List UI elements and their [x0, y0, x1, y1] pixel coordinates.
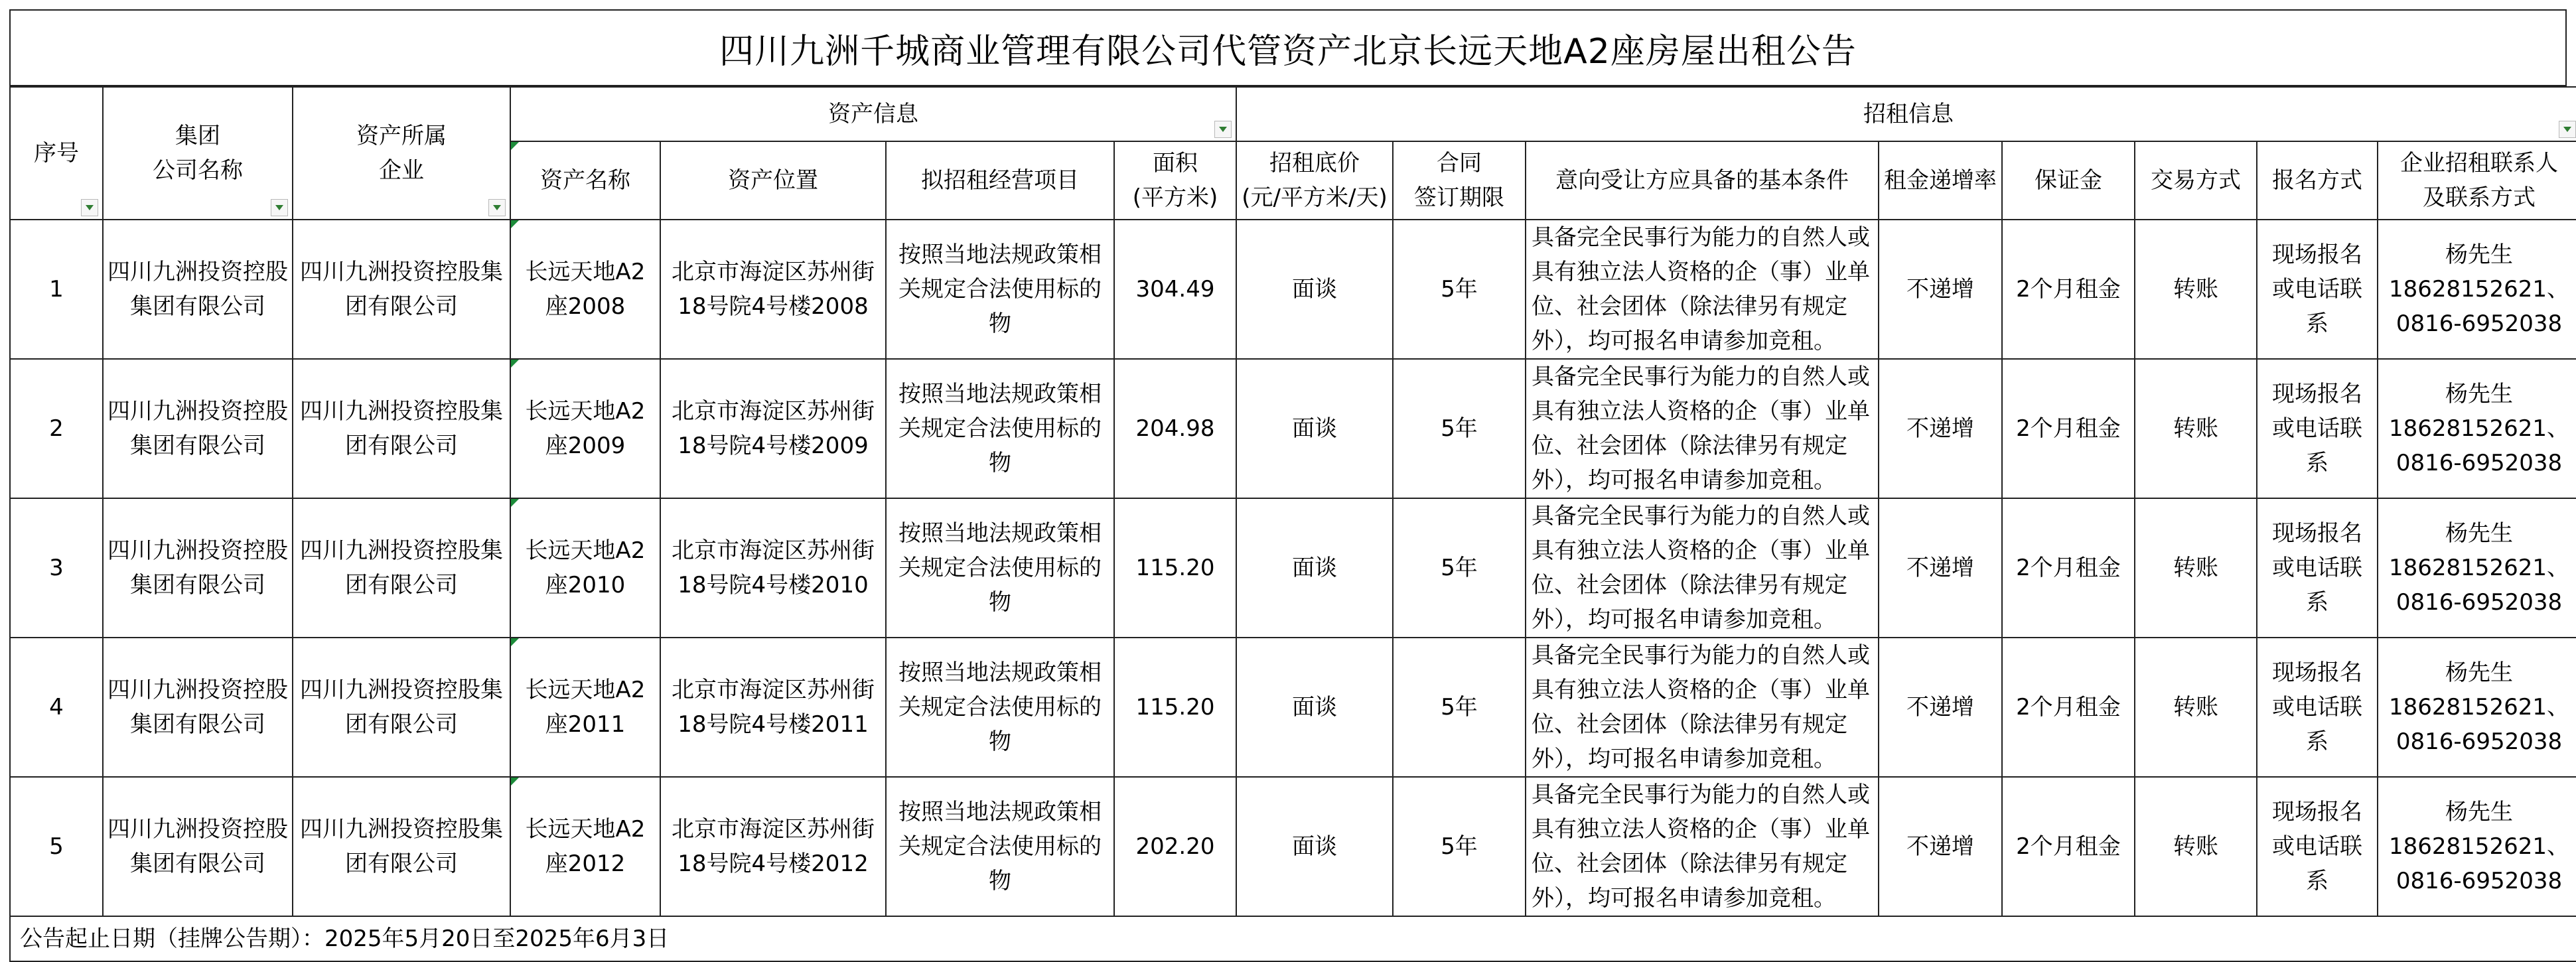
- table-row: [10, 498, 2576, 638]
- cell-conditions[interactable]: 具备完全民事行为能力的自然人或具有独立法人资格的企（事）业单位、社会团体（除法律另有规定外），均可报名申请参加竞租。: [1526, 220, 1879, 359]
- cell-payment[interactable]: 转账: [2135, 359, 2257, 498]
- cell-business[interactable]: 按照当地法规政策相关规定合法使用标的物: [886, 498, 1114, 638]
- cell-conditions[interactable]: 具备完全民事行为能力的自然人或具有独立法人资格的企（事）业单位、社会团体（除法律另有规定外），均可报名申请参加竞租。: [1526, 777, 1879, 916]
- cell-group[interactable]: 四川九洲投资控股集团有限公司: [103, 777, 293, 916]
- cell-deposit[interactable]: 2个月租金: [2002, 638, 2135, 777]
- header-increase[interactable]: 租金递增率: [1879, 141, 2002, 220]
- cell-owner[interactable]: 四川九洲投资控股集团有限公司: [293, 359, 510, 498]
- cell-area[interactable]: 202.20: [1114, 777, 1236, 916]
- filter-dropdown-icon[interactable]: [1214, 121, 1232, 138]
- cell-price[interactable]: 面谈: [1236, 498, 1393, 638]
- cell-owner[interactable]: 四川九洲投资控股集团有限公司: [293, 498, 510, 638]
- cell-area[interactable]: 304.49: [1114, 220, 1236, 359]
- header-conditions[interactable]: 意向受让方应具备的基本条件: [1526, 141, 1879, 220]
- cell-term[interactable]: 5年: [1393, 498, 1526, 638]
- cell-location[interactable]: 北京市海淀区苏州街18号院4号楼2008: [660, 220, 886, 359]
- cell-price[interactable]: 面谈: [1236, 777, 1393, 916]
- cell-area[interactable]: 115.20: [1114, 638, 1236, 777]
- cell-owner[interactable]: 四川九洲投资控股集团有限公司: [293, 777, 510, 916]
- header-term[interactable]: 合同 签订期限: [1393, 141, 1526, 220]
- cell-group[interactable]: 四川九洲投资控股集团有限公司: [103, 220, 293, 359]
- header-deposit[interactable]: 保证金: [2002, 141, 2135, 220]
- cell-deposit[interactable]: 2个月租金: [2002, 359, 2135, 498]
- filter-dropdown-icon[interactable]: [81, 199, 98, 216]
- cell-location[interactable]: 北京市海淀区苏州街18号院4号楼2010: [660, 498, 886, 638]
- header-payment[interactable]: 交易方式: [2135, 141, 2257, 220]
- cell-term[interactable]: 5年: [1393, 220, 1526, 359]
- cell-payment[interactable]: 转账: [2135, 498, 2257, 638]
- cell-contact[interactable]: 杨先生 18628152621、 0816-6952038: [2378, 220, 2576, 359]
- header-asset-name[interactable]: 资产名称: [510, 141, 660, 220]
- cell-seq[interactable]: 4: [10, 638, 103, 777]
- cell-deposit[interactable]: 2个月租金: [2002, 220, 2135, 359]
- header-price[interactable]: 招租底价 (元/平方米/天): [1236, 141, 1393, 220]
- cell-location[interactable]: 北京市海淀区苏州街18号院4号楼2009: [660, 359, 886, 498]
- cell-contact[interactable]: 杨先生 18628152621、 0816-6952038: [2378, 498, 2576, 638]
- cell-area[interactable]: 204.98: [1114, 359, 1236, 498]
- header-tender-info[interactable]: 招租信息: [1236, 87, 2576, 141]
- cell-group[interactable]: 四川九洲投资控股集团有限公司: [103, 638, 293, 777]
- cell-group[interactable]: 四川九洲投资控股集团有限公司: [103, 498, 293, 638]
- cell-location[interactable]: 北京市海淀区苏州街18号院4号楼2011: [660, 638, 886, 777]
- cell-increase[interactable]: 不递增: [1879, 777, 2002, 916]
- cell-area[interactable]: 115.20: [1114, 498, 1236, 638]
- cell-increase[interactable]: 不递增: [1879, 220, 2002, 359]
- cell-price[interactable]: 面谈: [1236, 220, 1393, 359]
- cell-seq[interactable]: 5: [10, 777, 103, 916]
- cell-price[interactable]: 面谈: [1236, 638, 1393, 777]
- header-asset-location[interactable]: 资产位置: [660, 141, 886, 220]
- cell-signup[interactable]: 现场报名或电话联系: [2257, 777, 2378, 916]
- cell-conditions[interactable]: 具备完全民事行为能力的自然人或具有独立法人资格的企（事）业单位、社会团体（除法律另有规定外），均可报名申请参加竞租。: [1526, 638, 1879, 777]
- cell-deposit[interactable]: 2个月租金: [2002, 498, 2135, 638]
- cell-conditions[interactable]: 具备完全民事行为能力的自然人或具有独立法人资格的企（事）业单位、社会团体（除法律另有规定外），均可报名申请参加竞租。: [1526, 498, 1879, 638]
- cell-increase[interactable]: 不递增: [1879, 498, 2002, 638]
- cell-signup[interactable]: 现场报名或电话联系: [2257, 498, 2378, 638]
- header-contact[interactable]: 企业招租联系人 及联系方式: [2378, 141, 2576, 220]
- spreadsheet: [9, 9, 2569, 952]
- cell-payment[interactable]: 转账: [2135, 777, 2257, 916]
- cell-asset-name[interactable]: 长远天地A2座2012: [510, 777, 660, 916]
- cell-group[interactable]: 四川九洲投资控股集团有限公司: [103, 359, 293, 498]
- header-owner[interactable]: 资产所属 企业: [293, 87, 510, 220]
- cell-contact[interactable]: 杨先生 18628152621、 0816-6952038: [2378, 777, 2576, 916]
- rental-table: [9, 86, 2576, 962]
- cell-business[interactable]: 按照当地法规政策相关规定合法使用标的物: [886, 638, 1114, 777]
- cell-conditions[interactable]: 具备完全民事行为能力的自然人或具有独立法人资格的企（事）业单位、社会团体（除法律另有规定外），均可报名申请参加竞租。: [1526, 359, 1879, 498]
- cell-increase[interactable]: 不递增: [1879, 359, 2002, 498]
- cell-signup[interactable]: 现场报名或电话联系: [2257, 220, 2378, 359]
- cell-term[interactable]: 5年: [1393, 638, 1526, 777]
- table-row: [10, 220, 2576, 359]
- cell-business[interactable]: 按照当地法规政策相关规定合法使用标的物: [886, 777, 1114, 916]
- filter-dropdown-icon[interactable]: [488, 199, 506, 216]
- table-row: [10, 359, 2576, 498]
- cell-owner[interactable]: 四川九洲投资控股集团有限公司: [293, 638, 510, 777]
- cell-asset-name[interactable]: 长远天地A2座2011: [510, 638, 660, 777]
- table-row: [10, 777, 2576, 916]
- cell-deposit[interactable]: 2个月租金: [2002, 777, 2135, 916]
- filter-dropdown-icon[interactable]: [271, 199, 288, 216]
- header-area[interactable]: 面积 (平方米): [1114, 141, 1236, 220]
- header-asset-info[interactable]: 资产信息: [510, 87, 1236, 141]
- cell-asset-name[interactable]: 长远天地A2座2010: [510, 498, 660, 638]
- announcement-period[interactable]: 公告起止日期（挂牌公告期）：2025年5月20日至2025年6月3日: [10, 916, 2576, 961]
- header-signup[interactable]: 报名方式: [2257, 141, 2378, 220]
- page-title: 四川九洲千城商业管理有限公司代管资产北京长远天地A2座房屋出租公告: [9, 9, 2567, 86]
- cell-increase[interactable]: 不递增: [1879, 638, 2002, 777]
- cell-asset-name[interactable]: 长远天地A2座2008: [510, 220, 660, 359]
- cell-payment[interactable]: 转账: [2135, 638, 2257, 777]
- cell-business[interactable]: 按照当地法规政策相关规定合法使用标的物: [886, 359, 1114, 498]
- cell-payment[interactable]: 转账: [2135, 220, 2257, 359]
- table-row: [10, 638, 2576, 777]
- header-seq[interactable]: 序号: [10, 87, 103, 220]
- cell-contact[interactable]: 杨先生 18628152621、 0816-6952038: [2378, 638, 2576, 777]
- filter-dropdown-icon[interactable]: [2559, 121, 2576, 138]
- header-business[interactable]: 拟招租经营项目: [886, 141, 1114, 220]
- cell-business[interactable]: 按照当地法规政策相关规定合法使用标的物: [886, 220, 1114, 359]
- cell-signup[interactable]: 现场报名或电话联系: [2257, 359, 2378, 498]
- cell-location[interactable]: 北京市海淀区苏州街18号院4号楼2012: [660, 777, 886, 916]
- cell-price[interactable]: 面谈: [1236, 359, 1393, 498]
- cell-seq[interactable]: 3: [10, 498, 103, 638]
- cell-seq[interactable]: 1: [10, 220, 103, 359]
- cell-contact[interactable]: 杨先生 18628152621、 0816-6952038: [2378, 359, 2576, 498]
- cell-signup[interactable]: 现场报名或电话联系: [2257, 638, 2378, 777]
- cell-owner[interactable]: 四川九洲投资控股集团有限公司: [293, 220, 510, 359]
- cell-term[interactable]: 5年: [1393, 359, 1526, 498]
- cell-asset-name[interactable]: 长远天地A2座2009: [510, 359, 660, 498]
- cell-term[interactable]: 5年: [1393, 777, 1526, 916]
- cell-seq[interactable]: 2: [10, 359, 103, 498]
- header-group[interactable]: 集团 公司名称: [103, 87, 293, 220]
